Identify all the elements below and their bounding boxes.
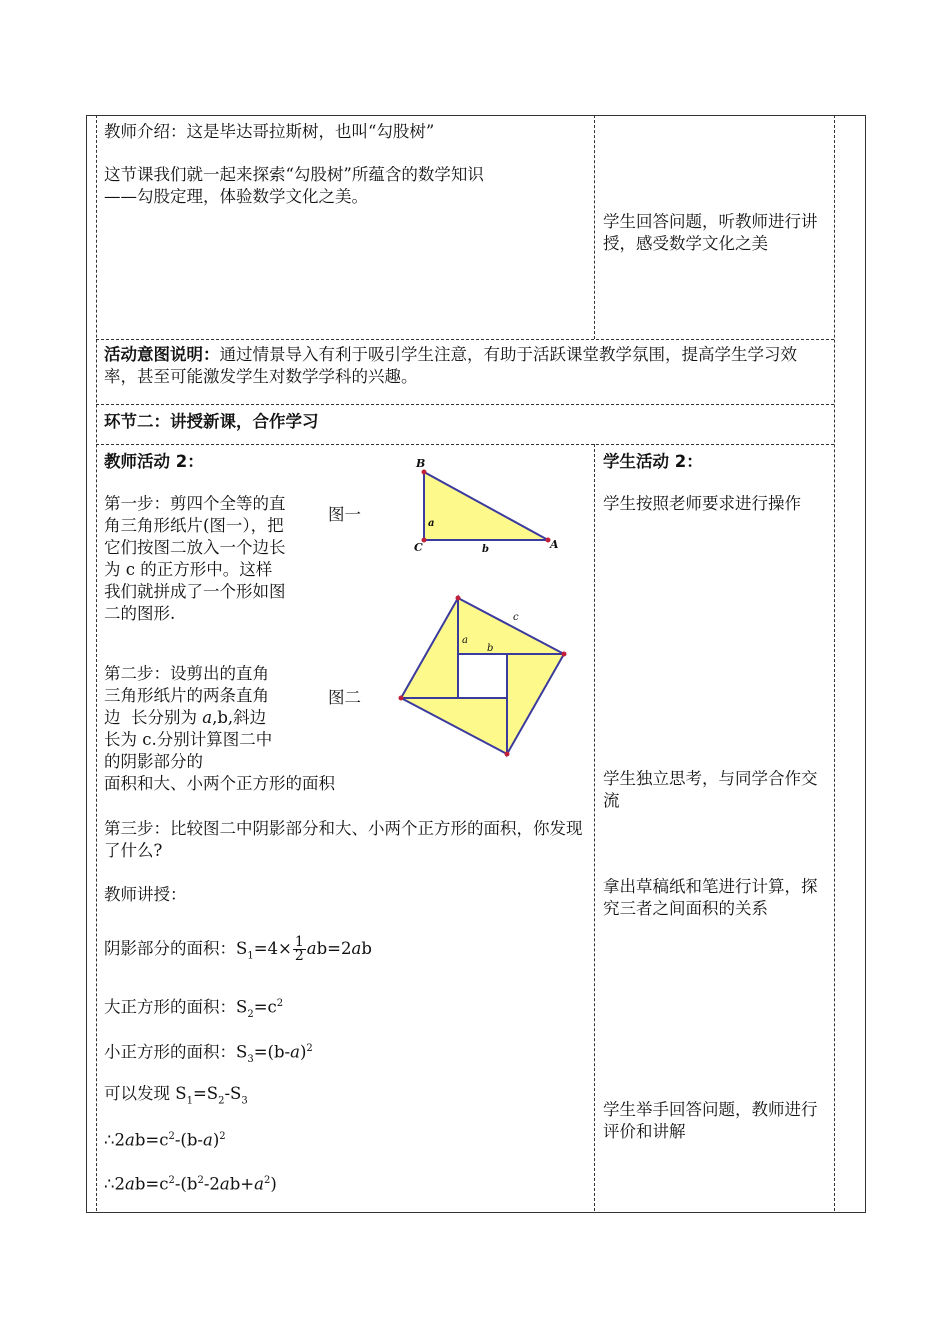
fraction-denominator: 2 bbox=[294, 948, 304, 964]
triangle-top bbox=[458, 598, 564, 654]
triangle-left bbox=[401, 598, 458, 698]
f5-a2: a bbox=[203, 1130, 213, 1150]
vertex-b bbox=[422, 470, 427, 475]
row-divider-3 bbox=[96, 444, 834, 445]
f4-s1: 1 bbox=[186, 1095, 193, 1107]
f2-label: 大正方形的面积：S bbox=[104, 997, 248, 1017]
f4-s3: 3 bbox=[241, 1095, 248, 1107]
teacher-activity-header: 教师活动 2： bbox=[104, 452, 204, 471]
f3-label: 小正方形的面积：S bbox=[104, 1042, 248, 1062]
side-label-a: a bbox=[462, 635, 468, 646]
f6-c: -2 bbox=[203, 1174, 220, 1194]
formula-discovery bbox=[104, 1083, 248, 1112]
label-a-vertex: A bbox=[550, 538, 559, 551]
fraction-numerator: 1 bbox=[294, 934, 304, 950]
f4-eq: =S bbox=[192, 1084, 219, 1103]
f1-mid: =4× bbox=[253, 939, 292, 958]
formula-therefore-1 bbox=[104, 1126, 226, 1152]
f1-a: a bbox=[306, 939, 317, 958]
student-activity-step1: 学生按照老师要求进行操作 bbox=[603, 494, 801, 513]
f2-mid: =c bbox=[253, 997, 277, 1017]
f5-b: -(b- bbox=[174, 1130, 204, 1150]
side-label-c: c bbox=[513, 612, 519, 623]
f1-tail: b=2 bbox=[316, 939, 352, 958]
f6-end: ) bbox=[270, 1174, 277, 1194]
f6-a3: a bbox=[254, 1174, 264, 1194]
f6-a2: a bbox=[219, 1174, 230, 1194]
step-one-text: 第一步：剪四个全等的直角三角形纸片(图一），把它们按图二放入一个边长为 c 的正方形中。这样我们就拼成了一个形如图二的图形. bbox=[104, 494, 286, 623]
triangle-bottom bbox=[401, 698, 507, 754]
f3-sup: 2 bbox=[306, 1043, 313, 1054]
triangle-right bbox=[507, 654, 564, 754]
f6-d: b+ bbox=[229, 1174, 255, 1194]
lecture-label: 教师讲授： bbox=[104, 885, 187, 904]
activity-intent-label: 活动意图说明： bbox=[104, 345, 220, 364]
column-divider-middle-top bbox=[594, 115, 595, 339]
f2-sub: 2 bbox=[247, 1008, 254, 1020]
f4-minus: -S bbox=[224, 1084, 242, 1103]
f3-end: ) bbox=[299, 1042, 307, 1062]
f5-sup2: 2 bbox=[219, 1131, 226, 1142]
step-two-part2: ,b,斜边长为 c.分别计算图二中的阴影部分的 bbox=[104, 708, 273, 771]
row-divider-2 bbox=[96, 404, 834, 405]
f6-a: a bbox=[125, 1174, 135, 1194]
student-activity-step2: 学生独立思考，与同学合作交流 bbox=[603, 769, 818, 810]
f5-a: a bbox=[125, 1130, 135, 1150]
step-three-text: 第三步：比较图二中阴影部分和大、小两个正方形的面积，你发现了什么? bbox=[104, 819, 583, 860]
section-two-title: 环节二：讲授新课，合作学习 bbox=[104, 412, 319, 431]
step-two-var-a: a bbox=[202, 708, 213, 727]
vertex-right bbox=[562, 652, 567, 657]
figure-two-square bbox=[395, 592, 575, 764]
label-b: B bbox=[416, 457, 426, 470]
activity-intent bbox=[104, 344, 820, 388]
f6-sup: 2 bbox=[168, 1175, 175, 1186]
step-two-text bbox=[104, 663, 280, 773]
vertex-bottom bbox=[505, 752, 510, 757]
step-two-text-end: 面积和大、小两个正方形的面积 bbox=[104, 774, 335, 793]
teacher-intro-text-2: 这节课我们就一起来探索“勾股树”所蕴含的数学知识 bbox=[104, 165, 484, 184]
figure-two-label: 图二 bbox=[328, 688, 361, 707]
f6-pre: ∴2 bbox=[104, 1174, 125, 1194]
student-response-text: 学生回答问题，听教师进行讲授，感受数学文化之美 bbox=[603, 212, 818, 253]
triangle-shape bbox=[424, 472, 548, 540]
side-label-b: b bbox=[487, 643, 494, 654]
f3-sub: 3 bbox=[247, 1053, 254, 1065]
teacher-intro-text-3: ——勾股定理，体验数学文化之美。 bbox=[104, 187, 368, 206]
formula-shaded-area bbox=[104, 936, 372, 967]
figure-one-label: 图一 bbox=[328, 505, 361, 524]
f5-pre: ∴2 bbox=[104, 1130, 125, 1150]
student-activity-step3: 拿出草稿纸和笔进行计算，探究三者之间面积的关系 bbox=[603, 877, 818, 918]
f1-sub: 1 bbox=[247, 950, 254, 962]
vertex-left bbox=[399, 696, 404, 701]
inner-square bbox=[458, 654, 507, 698]
teacher-intro-text: 教师介绍：这是毕达哥拉斯树，也叫“勾股树” bbox=[104, 122, 435, 141]
formula-small-square bbox=[104, 1038, 313, 1071]
f2-sup: 2 bbox=[276, 998, 284, 1009]
row-divider-1 bbox=[96, 339, 834, 340]
figure-one-triangle bbox=[410, 456, 570, 556]
side-label-b: b bbox=[482, 544, 489, 555]
student-activity-step4: 学生举手回答问题，教师进行评价和讲解 bbox=[603, 1100, 818, 1141]
f6-sup2: 2 bbox=[197, 1175, 204, 1186]
formula-big-square bbox=[104, 993, 283, 1026]
column-divider-left bbox=[96, 115, 97, 1211]
formula-therefore-2 bbox=[104, 1170, 277, 1196]
step-two-part1: 第二步：设剪出的直角三角形纸片的两条直角边 长分别为 bbox=[104, 664, 269, 727]
f5-mid: b=c bbox=[134, 1130, 169, 1150]
f3-a: a bbox=[290, 1042, 300, 1062]
column-divider-middle-bottom bbox=[594, 444, 595, 1211]
vertex-top bbox=[456, 596, 461, 601]
f6-b: -(b bbox=[174, 1174, 198, 1194]
student-activity-header: 学生活动 2： bbox=[603, 452, 703, 471]
f6-sup3: 2 bbox=[263, 1175, 271, 1186]
activity-intent-text: 通过情景导入有利于吸引学生注意，有助于活跃课堂教学氛围，提高学生学习效率，甚至可能激发学生对数学学科的兴趣。 bbox=[104, 345, 797, 386]
f1-label: 阴影部分的面积：S bbox=[104, 939, 248, 958]
f6-mid: b=c bbox=[134, 1174, 169, 1194]
label-c: C bbox=[414, 541, 423, 554]
f4-label: 可以发现 S bbox=[104, 1084, 187, 1103]
f1-end: b bbox=[361, 939, 372, 958]
side-label-a: a bbox=[428, 518, 435, 529]
f3-mid: =(b- bbox=[253, 1042, 291, 1062]
column-divider-right bbox=[834, 115, 835, 1211]
f1-a2: a bbox=[351, 939, 362, 958]
f5-end: ) bbox=[212, 1130, 220, 1150]
f5-sup: 2 bbox=[168, 1131, 175, 1142]
f4-s2: 2 bbox=[218, 1095, 225, 1107]
fraction-one-half bbox=[293, 936, 306, 963]
